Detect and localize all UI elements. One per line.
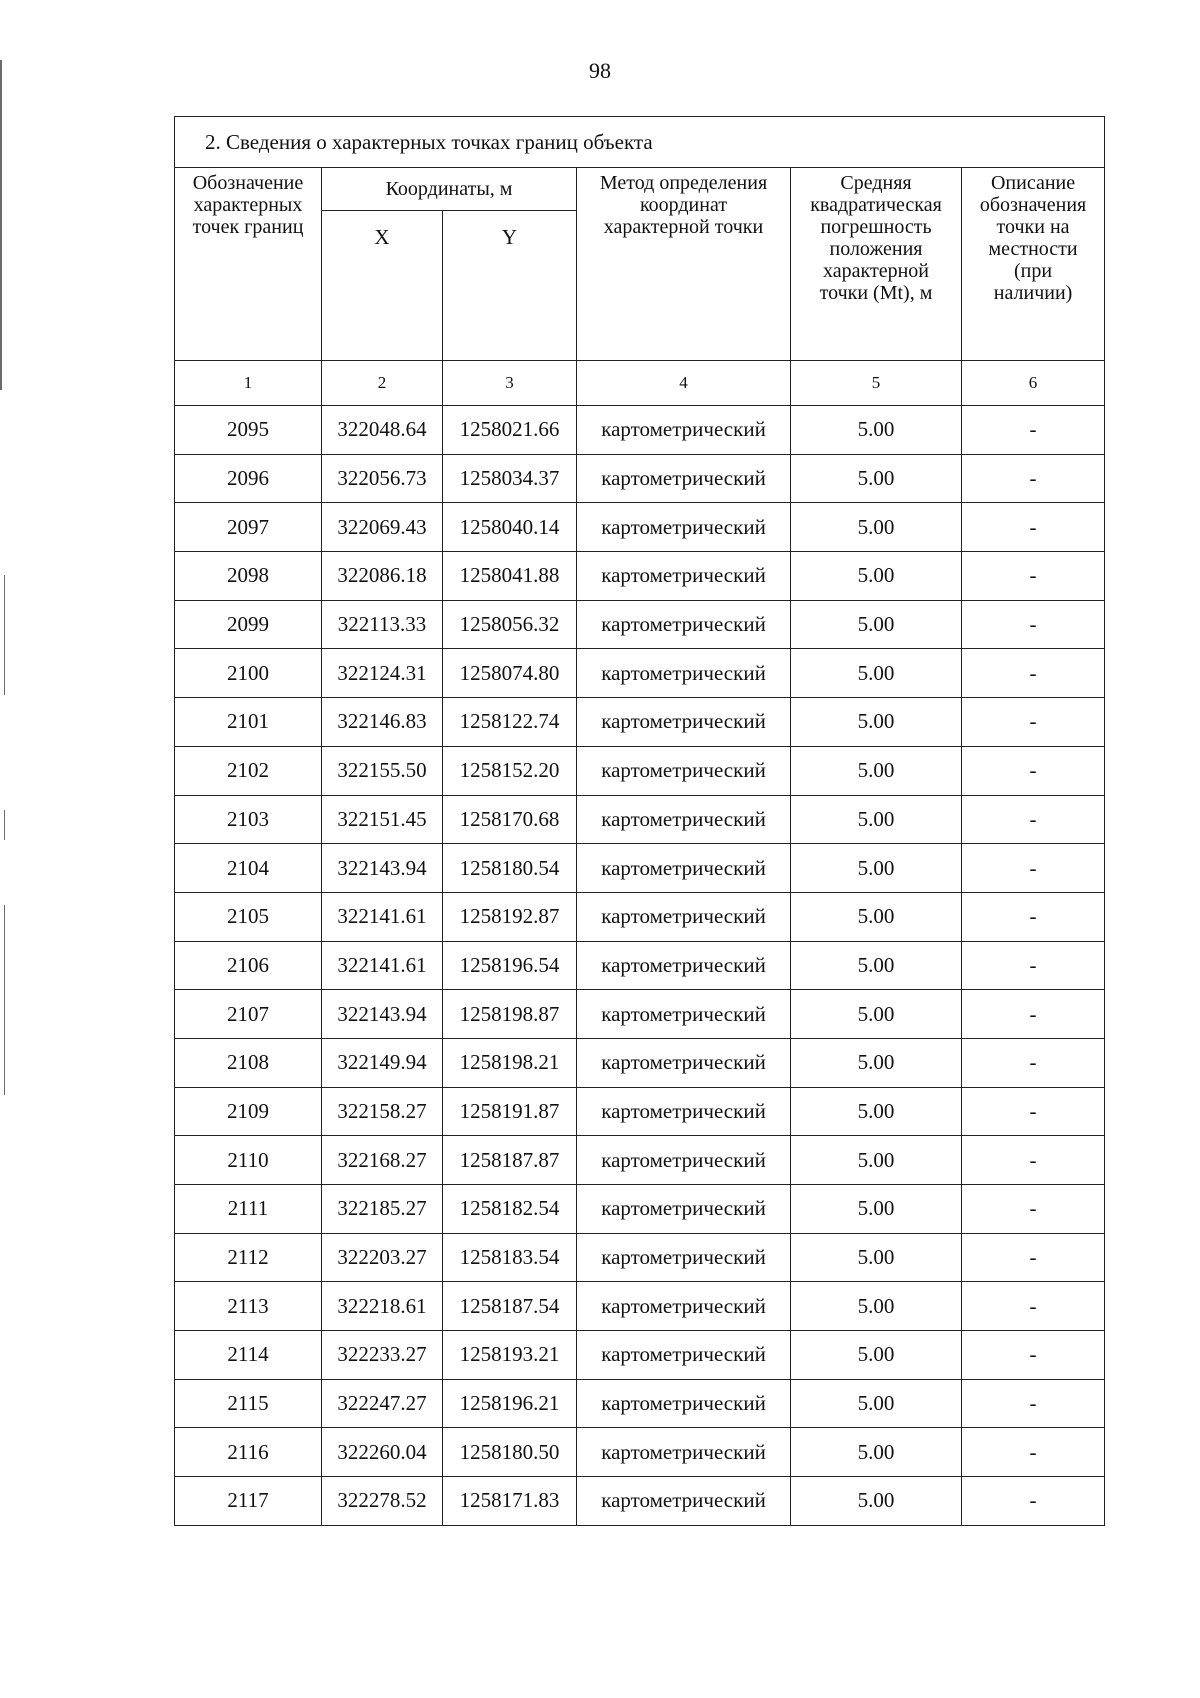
description-cell: - [962,1185,1105,1234]
x-coordinate-cell: 322247.27 [322,1379,443,1428]
table-row [175,941,1105,990]
accuracy-cell: 5.00 [791,990,962,1039]
accuracy-cell: 5.00 [791,552,962,601]
column-number: 1 [175,361,322,406]
y-coordinate-cell: 1258021.66 [443,406,577,455]
y-coordinate-cell: 1258198.87 [443,990,577,1039]
accuracy-cell: 5.00 [791,1185,962,1234]
point-id-cell: 2113 [175,1282,322,1331]
description-cell: - [962,1331,1105,1380]
table-row [175,406,1105,455]
table-row [175,1331,1105,1380]
x-coordinate-cell: 322218.61 [322,1282,443,1331]
point-id-cell: 2115 [175,1379,322,1428]
header-description [962,168,1105,361]
y-coordinate-cell: 1258193.21 [443,1331,577,1380]
table-row [175,454,1105,503]
column-number: 6 [962,361,1105,406]
point-id-cell: 2099 [175,600,322,649]
table-row [175,746,1105,795]
point-id-cell: 2098 [175,552,322,601]
table-row [175,600,1105,649]
x-coordinate-cell: 322158.27 [322,1087,443,1136]
header-x: X [322,211,443,361]
x-coordinate-cell: 322113.33 [322,600,443,649]
point-id-cell: 2116 [175,1428,322,1477]
description-cell: - [962,649,1105,698]
method-cell: картометрический [577,1038,791,1087]
table-row [175,1136,1105,1185]
description-cell: - [962,1038,1105,1087]
accuracy-cell: 5.00 [791,406,962,455]
y-coordinate-cell: 1258180.50 [443,1428,577,1477]
description-cell: - [962,406,1105,455]
method-cell: картометрический [577,746,791,795]
method-cell: картометрический [577,1136,791,1185]
table-row [175,892,1105,941]
method-cell: картометрический [577,600,791,649]
y-coordinate-cell: 1258152.20 [443,746,577,795]
y-coordinate-cell: 1258182.54 [443,1185,577,1234]
y-coordinate-cell: 1258056.32 [443,600,577,649]
accuracy-cell: 5.00 [791,1331,962,1380]
point-id-cell: 2105 [175,892,322,941]
table-row [175,1477,1105,1526]
method-cell: картометрический [577,406,791,455]
table-row [175,1087,1105,1136]
accuracy-cell: 5.00 [791,1282,962,1331]
method-cell: картометрический [577,844,791,893]
accuracy-cell: 5.00 [791,649,962,698]
method-cell: картометрический [577,454,791,503]
scan-mark [0,60,2,390]
header-accuracy-line: квадратическая [810,194,942,216]
method-cell: картометрический [577,1331,791,1380]
y-coordinate-cell: 1258191.87 [443,1087,577,1136]
accuracy-cell: 5.00 [791,1087,962,1136]
scan-mark [4,810,5,840]
page-number: 98 [589,58,611,83]
description-cell: - [962,844,1105,893]
y-coordinate-cell: 1258196.54 [443,941,577,990]
x-coordinate-cell: 322155.50 [322,746,443,795]
point-id-cell: 2114 [175,1331,322,1380]
y-coordinate-cell: 1258122.74 [443,698,577,747]
accuracy-cell: 5.00 [791,795,962,844]
x-coordinate-cell: 322086.18 [322,552,443,601]
x-coordinate-cell: 322056.73 [322,454,443,503]
point-id-cell: 2102 [175,746,322,795]
header-designation-line: Обозначение [192,172,304,194]
table-row [175,503,1105,552]
method-cell: картометрический [577,1282,791,1331]
table-row [175,1185,1105,1234]
header-coordinates: Координаты, м [322,168,577,211]
description-cell: - [962,746,1105,795]
accuracy-cell: 5.00 [791,941,962,990]
method-cell: картометрический [577,1477,791,1526]
point-id-cell: 2100 [175,649,322,698]
header-method-line: Метод определения [599,172,768,194]
header-designation-line: точек границ [192,216,304,238]
point-id-cell: 2112 [175,1233,322,1282]
table-row [175,698,1105,747]
description-cell: - [962,698,1105,747]
header-method-line: координат [639,194,728,216]
point-id-cell: 2107 [175,990,322,1039]
point-id-cell: 2103 [175,795,322,844]
description-cell: - [962,1379,1105,1428]
method-cell: картометрический [577,1087,791,1136]
x-coordinate-cell: 322048.64 [322,406,443,455]
x-coordinate-cell: 322260.04 [322,1428,443,1477]
description-cell: - [962,600,1105,649]
table-row [175,1038,1105,1087]
y-coordinate-cell: 1258180.54 [443,844,577,893]
x-coordinate-cell: 322151.45 [322,795,443,844]
point-id-cell: 2104 [175,844,322,893]
description-cell: - [962,454,1105,503]
description-cell: - [962,1136,1105,1185]
accuracy-cell: 5.00 [791,746,962,795]
point-id-cell: 2106 [175,941,322,990]
x-coordinate-cell: 322141.61 [322,892,443,941]
table-body [175,406,1105,1526]
point-id-cell: 2096 [175,454,322,503]
method-cell: картометрический [577,552,791,601]
header-designation [175,168,322,361]
description-cell: - [962,795,1105,844]
y-coordinate-cell: 1258034.37 [443,454,577,503]
x-coordinate-cell: 322278.52 [322,1477,443,1526]
description-cell: - [962,990,1105,1039]
point-id-cell: 2111 [175,1185,322,1234]
column-number: 2 [322,361,443,406]
x-coordinate-cell: 322149.94 [322,1038,443,1087]
x-coordinate-cell: 322146.83 [322,698,443,747]
boundary-points-table-container [174,116,1104,1526]
header-accuracy-line: точки (Mt), м [819,282,933,304]
y-coordinate-cell: 1258198.21 [443,1038,577,1087]
header-description-line: (при [1014,260,1053,282]
x-coordinate-cell: 322124.31 [322,649,443,698]
y-coordinate-cell: 1258074.80 [443,649,577,698]
method-cell: картометрический [577,1428,791,1477]
x-coordinate-cell: 322141.61 [322,941,443,990]
accuracy-cell: 5.00 [791,1038,962,1087]
column-number: 4 [577,361,791,406]
description-cell: - [962,1428,1105,1477]
x-coordinate-cell: 322069.43 [322,503,443,552]
header-accuracy-line: положения [829,238,923,260]
method-cell: картометрический [577,892,791,941]
header-accuracy-line: погрешность [820,216,932,238]
y-coordinate-cell: 1258040.14 [443,503,577,552]
y-coordinate-cell: 1258170.68 [443,795,577,844]
method-cell: картометрический [577,503,791,552]
accuracy-cell: 5.00 [791,1233,962,1282]
x-coordinate-cell: 322233.27 [322,1331,443,1380]
header-description-line: Описание [990,172,1076,194]
point-id-cell: 2109 [175,1087,322,1136]
point-id-cell: 2101 [175,698,322,747]
table-row [175,990,1105,1039]
header-description-line: местности [988,238,1078,260]
description-cell: - [962,1087,1105,1136]
x-coordinate-cell: 322143.94 [322,844,443,893]
y-coordinate-cell: 1258183.54 [443,1233,577,1282]
y-coordinate-cell: 1258041.88 [443,552,577,601]
description-cell: - [962,941,1105,990]
y-coordinate-cell: 1258192.87 [443,892,577,941]
x-coordinate-cell: 322185.27 [322,1185,443,1234]
header-accuracy-line: Средняя [840,172,912,194]
accuracy-cell: 5.00 [791,892,962,941]
table-row [175,1428,1105,1477]
accuracy-cell: 5.00 [791,503,962,552]
y-coordinate-cell: 1258196.21 [443,1379,577,1428]
point-id-cell: 2108 [175,1038,322,1087]
boundary-points-table [174,116,1105,1526]
accuracy-cell: 5.00 [791,454,962,503]
description-cell: - [962,1282,1105,1331]
accuracy-cell: 5.00 [791,1477,962,1526]
x-coordinate-cell: 322168.27 [322,1136,443,1185]
header-designation-line: характерных [193,194,303,216]
y-coordinate-cell: 1258171.83 [443,1477,577,1526]
accuracy-cell: 5.00 [791,1428,962,1477]
description-cell: - [962,552,1105,601]
x-coordinate-cell: 322203.27 [322,1233,443,1282]
method-cell: картометрический [577,698,791,747]
method-cell: картометрический [577,795,791,844]
accuracy-cell: 5.00 [791,600,962,649]
table-row [175,795,1105,844]
point-id-cell: 2097 [175,503,322,552]
header-y: Y [443,211,577,361]
accuracy-cell: 5.00 [791,698,962,747]
method-cell: картометрический [577,1379,791,1428]
header-method-line: характерной точки [603,216,764,238]
description-cell: - [962,892,1105,941]
accuracy-cell: 5.00 [791,1136,962,1185]
point-id-cell: 2095 [175,406,322,455]
header-method [577,168,791,361]
table-row [175,649,1105,698]
table-row [175,1379,1105,1428]
column-number: 5 [791,361,962,406]
header-description-line: наличии) [993,282,1073,304]
scan-mark [4,905,5,1095]
method-cell: картометрический [577,941,791,990]
description-cell: - [962,1233,1105,1282]
point-id-cell: 2117 [175,1477,322,1526]
accuracy-cell: 5.00 [791,1379,962,1428]
method-cell: картометрический [577,649,791,698]
header-description-line: точки на [996,216,1070,238]
method-cell: картометрический [577,1233,791,1282]
description-cell: - [962,503,1105,552]
y-coordinate-cell: 1258187.87 [443,1136,577,1185]
header-description-line: обозначения [979,194,1087,216]
scan-mark [4,575,5,695]
description-cell: - [962,1477,1105,1526]
method-cell: картометрический [577,990,791,1039]
header-accuracy [791,168,962,361]
table-row [175,844,1105,893]
y-coordinate-cell: 1258187.54 [443,1282,577,1331]
table-row [175,1233,1105,1282]
method-cell: картометрический [577,1185,791,1234]
point-id-cell: 2110 [175,1136,322,1185]
column-number: 3 [443,361,577,406]
table-row [175,552,1105,601]
table-row [175,1282,1105,1331]
table-title: 2. Сведения о характерных точках границ объекта [175,117,1105,168]
header-accuracy-line: характерной [823,260,929,282]
x-coordinate-cell: 322143.94 [322,990,443,1039]
column-number-row [175,361,1105,406]
accuracy-cell: 5.00 [791,844,962,893]
